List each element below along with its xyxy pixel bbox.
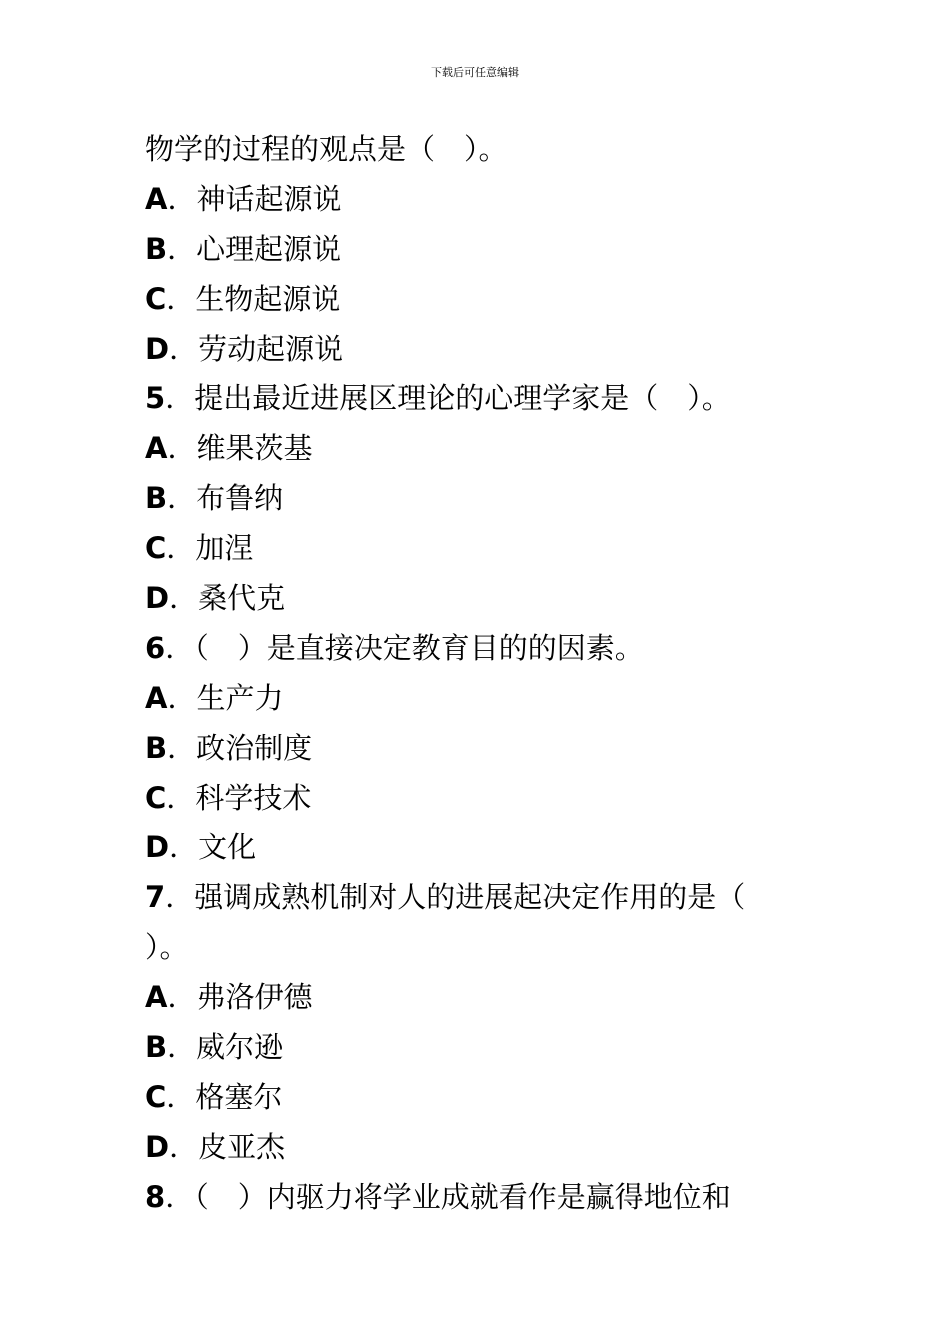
option-line: B．布鲁纳 [145,481,284,516]
option-text: 格塞尔 [195,1079,283,1114]
question-content [145,125,835,1223]
option-line: C．格塞尔 [145,1079,283,1114]
option-label: D [145,830,170,865]
question-line: 7．强调成熟机制对人的进展起决定作用的是（ [145,880,746,915]
option-line: B．政治制度 [145,730,313,765]
line-text: ）。 [145,930,189,965]
option-line: D．劳动起源说 [145,331,344,366]
option-label: A [145,431,168,466]
text-line [145,125,835,175]
option-text: 神话起源说 [196,181,342,216]
option-line: C．生物起源说 [145,281,341,316]
option-text: 桑代克 [198,581,286,616]
text-line [145,923,835,973]
option-line: A．维果茨基 [145,431,313,466]
option-text: 政治制度 [196,730,313,765]
page-header: 下载后可任意编辑 [431,66,519,79]
question-number: 7 [145,880,166,915]
option-text: 布鲁纳 [196,481,284,516]
option-line: D．桑代克 [145,581,286,616]
option-label: C [145,780,167,815]
option-label: B [145,1030,168,1065]
question-line: 8．（ ）内驱力将学业成就看作是赢得地位和 [145,1179,731,1214]
option-label: D [145,581,170,616]
option-label: C [145,281,167,316]
option-text: 生产力 [196,680,284,715]
option-text: 维果茨基 [196,431,313,466]
option-line: B．威尔逊 [145,1030,284,1065]
option-text: 皮亚杰 [198,1129,286,1164]
option-label: A [145,680,168,715]
option-text: 文化 [198,830,257,865]
question-line: 6．（ ）是直接决定教育目的的因素。 [145,630,644,665]
line-text: 物学的过程的观点是（ ）。 [145,132,508,166]
question-text: 强调成熟机制对人的进展起决定作用的是（ [194,880,746,915]
option-text: 劳动起源说 [198,331,344,366]
option-text: 威尔逊 [196,1030,284,1065]
question-text: 提出最近进展区理论的心理学家是（ ）。 [194,381,731,416]
option-label: C [145,1079,167,1114]
option-line: D．皮亚杰 [145,1129,286,1164]
option-label: A [145,181,168,216]
option-label: D [145,331,170,366]
option-label: A [145,980,168,1015]
question-text: （ ）是直接决定教育目的的因素。 [194,630,644,665]
option-text: 科学技术 [195,780,312,815]
option-text: 生物起源说 [195,281,341,316]
option-label: B [145,231,168,266]
option-text: 加涅 [195,531,254,566]
option-label: B [145,481,168,516]
option-label: D [145,1129,170,1164]
question-number: 6 [145,630,166,665]
option-line: C．科学技术 [145,780,312,815]
option-line: D．文化 [145,830,257,865]
question-number: 5 [145,381,166,416]
option-text: 弗洛伊德 [196,980,313,1015]
option-line: A．弗洛伊德 [145,980,313,1015]
option-line: A．神话起源说 [145,181,342,216]
option-label: B [145,730,168,765]
question-line: 5．提出最近进展区理论的心理学家是（ ）。 [145,381,731,416]
option-text: 心理起源说 [196,231,342,266]
question-text: （ ）内驱力将学业成就看作是赢得地位和 [194,1179,731,1214]
option-label: C [145,531,167,566]
option-line: A．生产力 [145,680,284,715]
option-line: B．心理起源说 [145,231,342,266]
question-number: 8 [145,1179,166,1214]
option-line: C．加涅 [145,531,254,566]
